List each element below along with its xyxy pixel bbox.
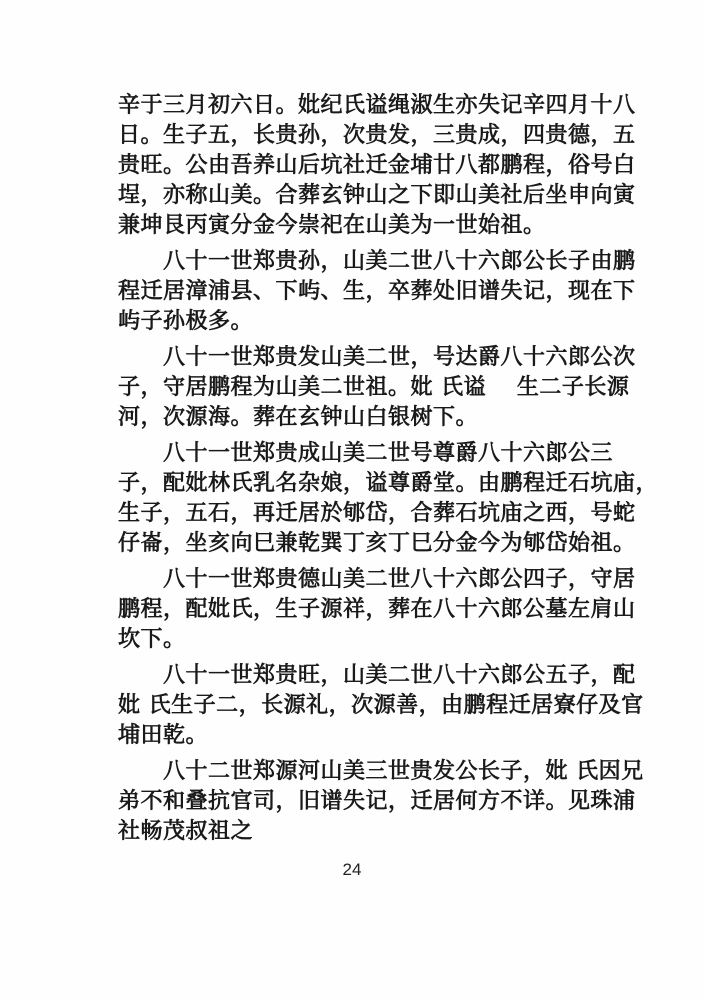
page-number: 24 — [342, 860, 362, 879]
text-line: 八十一世郑贵成山美二世号尊爵八十六郎公三 — [118, 440, 614, 466]
text-line: 埔田乾。 — [118, 722, 209, 748]
genealogy-text — [118, 90, 659, 846]
text-line: 八十一世郑贵德山美二世八十六郎公四子，守居 — [118, 566, 636, 592]
text-line: 河，次源海。葬在玄钟山白银树下。 — [118, 404, 479, 430]
text-line: 妣 氏生子二，长源礼，次源善，由鹏程迁居寮仔及官 — [118, 692, 644, 718]
text-line: 程迁居漳浦县、下屿、生，卒葬处旧谱失记，现在下 — [118, 278, 636, 304]
text-line: 弟不和叠抗官司，旧谱失记，迁居何方不详。见珠浦 — [118, 788, 636, 814]
text-line: 贵旺。公由吾养山后坑社迁金埔廿八都鹏程，俗号白 — [118, 152, 636, 178]
text-line: 八十一世郑贵旺，山美二世八十六郎公五子，配 — [118, 662, 636, 688]
text-line: 八十一世郑贵孙，山美二世八十六郎公长子由鹏 — [118, 248, 636, 274]
text-line: 子，配妣林氏乳名杂娘，谥尊爵堂。由鹏程迁石坑庙， — [118, 470, 659, 496]
text-line: 八十二世郑源河山美三世贵发公长子，妣 氏因兄 — [118, 758, 644, 784]
text-line: 坎下。 — [118, 626, 186, 652]
text-line: 日。生子五，长贵孙，次贵发，三贵成，四贵德，五 — [118, 122, 636, 148]
text-line: 屿子孙极多。 — [118, 308, 254, 334]
text-line: 子，守居鹏程为山美二世祖。妣 氏谥 生二子长源 — [118, 374, 630, 400]
text-line: 八十一世郑贵发山美二世，号达爵八十六郎公次 — [118, 344, 636, 370]
text-line: 社畅茂叔祖之 — [118, 818, 254, 844]
text-line: 辛于三月初六日。妣纪氏谥绳淑生亦失记辛四月十八 — [118, 92, 636, 118]
text-line: 埕，亦称山美。合葬玄钟山之下即山美社后坐申向寅 — [118, 182, 636, 208]
text-line: 鹏程，配妣氏，生子源祥，葬在八十六郎公墓左肩山 — [118, 596, 636, 622]
text-line: 仔崙，坐亥向巳兼乾巽丁亥丁巳分金今为郇岱始祖。 — [118, 530, 636, 556]
text-line: 兼坤艮丙寅分金今崇祀在山美为一世始祖。 — [118, 212, 546, 238]
text-line: 生子，五石，再迁居於郇岱，合葬石坑庙之西，号蛇 — [118, 500, 636, 526]
